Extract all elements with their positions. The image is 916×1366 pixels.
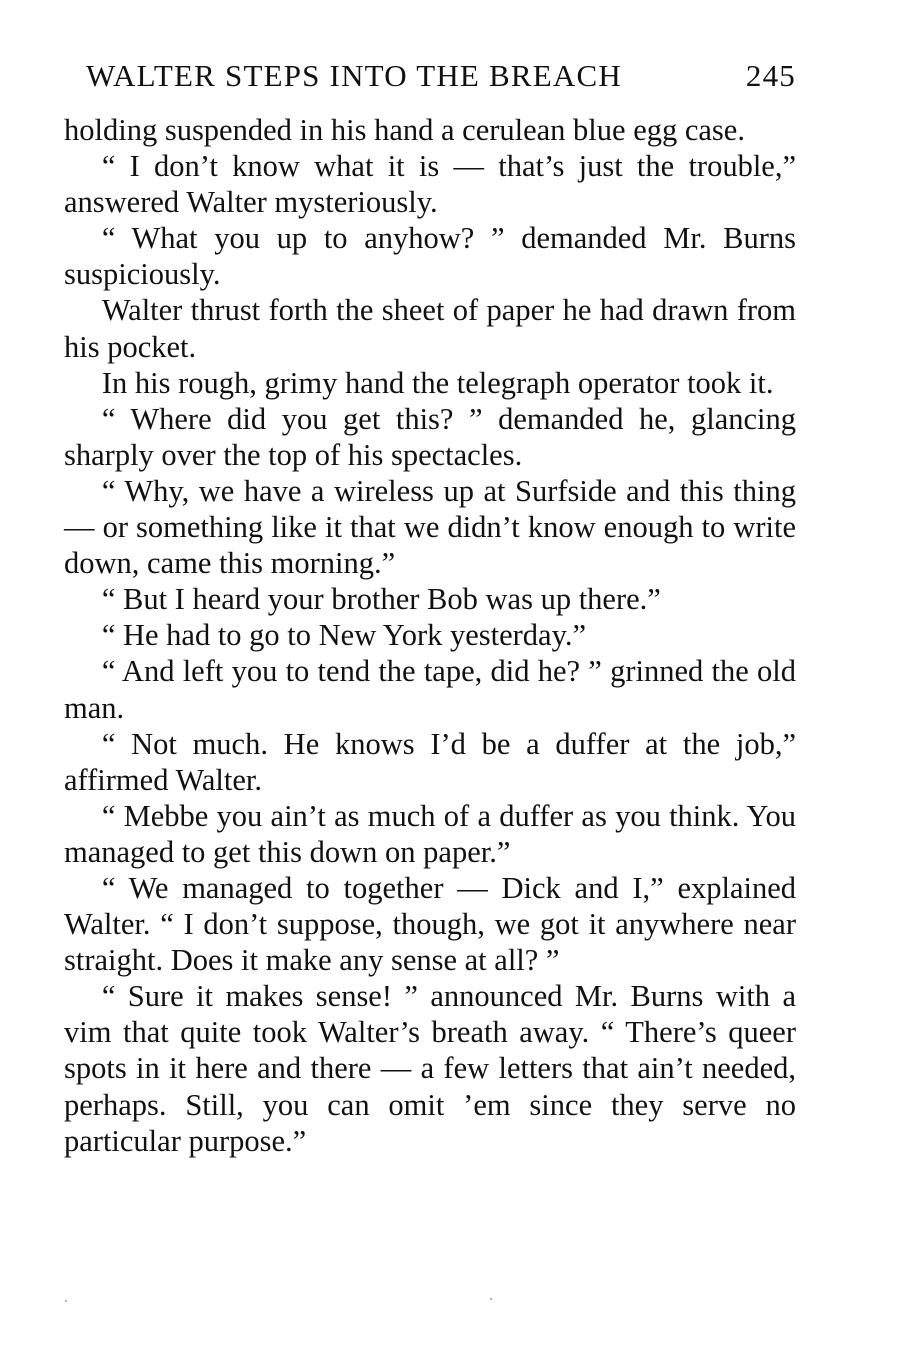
paragraph: “ I don’t know what it is — that’s just the trouble,” answered Walter mysteriously. (64, 149, 796, 220)
paragraph: “ What you up to anyhow? ” demanded Mr. Burns suspiciously. (64, 221, 796, 292)
paragraph: “ Sure it makes sense! ” announced Mr. Burns with a vim that quite took Walter’s breath away. “ There’s queer spots in it here and there — a few letters that ain’t needed, perhaps. Still, you can omit ’em since they serve no particular purpose.” (64, 979, 796, 1158)
running-head (86, 58, 796, 102)
paragraph: “ He had to go to New York yesterday.” (101, 618, 587, 653)
paper-speck (65, 1300, 67, 1302)
paragraph-continuation: holding suspended in his hand a cerulean blue egg case. (64, 113, 745, 147)
paragraph: “ Mebbe you ain’t as much of a duffer as you think. You managed to get this down on paper.” (64, 798, 796, 869)
paragraph: Walter thrust forth the sheet of paper he had drawn from his pocket. (64, 293, 796, 364)
paragraph: “ But I heard your brother Bob was up there.” (101, 582, 661, 617)
running-title: WALTER STEPS INTO THE BREACH (86, 58, 622, 93)
page-number: 245 (745, 58, 796, 93)
paragraph: “ Not much. He knows I’d be a duffer at the job,” affirmed Walter. (64, 726, 796, 797)
paragraph: “ Why, we have a wireless up at Surfside and this thing — or something like it that we didn’t know enough to write down, came this morning.” (64, 473, 796, 581)
paper-speck (490, 1298, 492, 1300)
body-text (64, 112, 796, 1159)
paragraph: “ Where did you get this? ” demanded he, glancing sharply over the top of his spectacles. (64, 401, 796, 472)
paragraph: In his rough, grimy hand the telegraph operator took it. (101, 365, 774, 400)
paragraph: “ And left you to tend the tape, did he? ” grinned the old man. (64, 654, 796, 725)
paragraph: “ We managed to together — Dick and I,” explained Walter. “ I don’t suppose, though, we got it anywhere near straight. Does it make any sense at all? ” (64, 870, 796, 978)
